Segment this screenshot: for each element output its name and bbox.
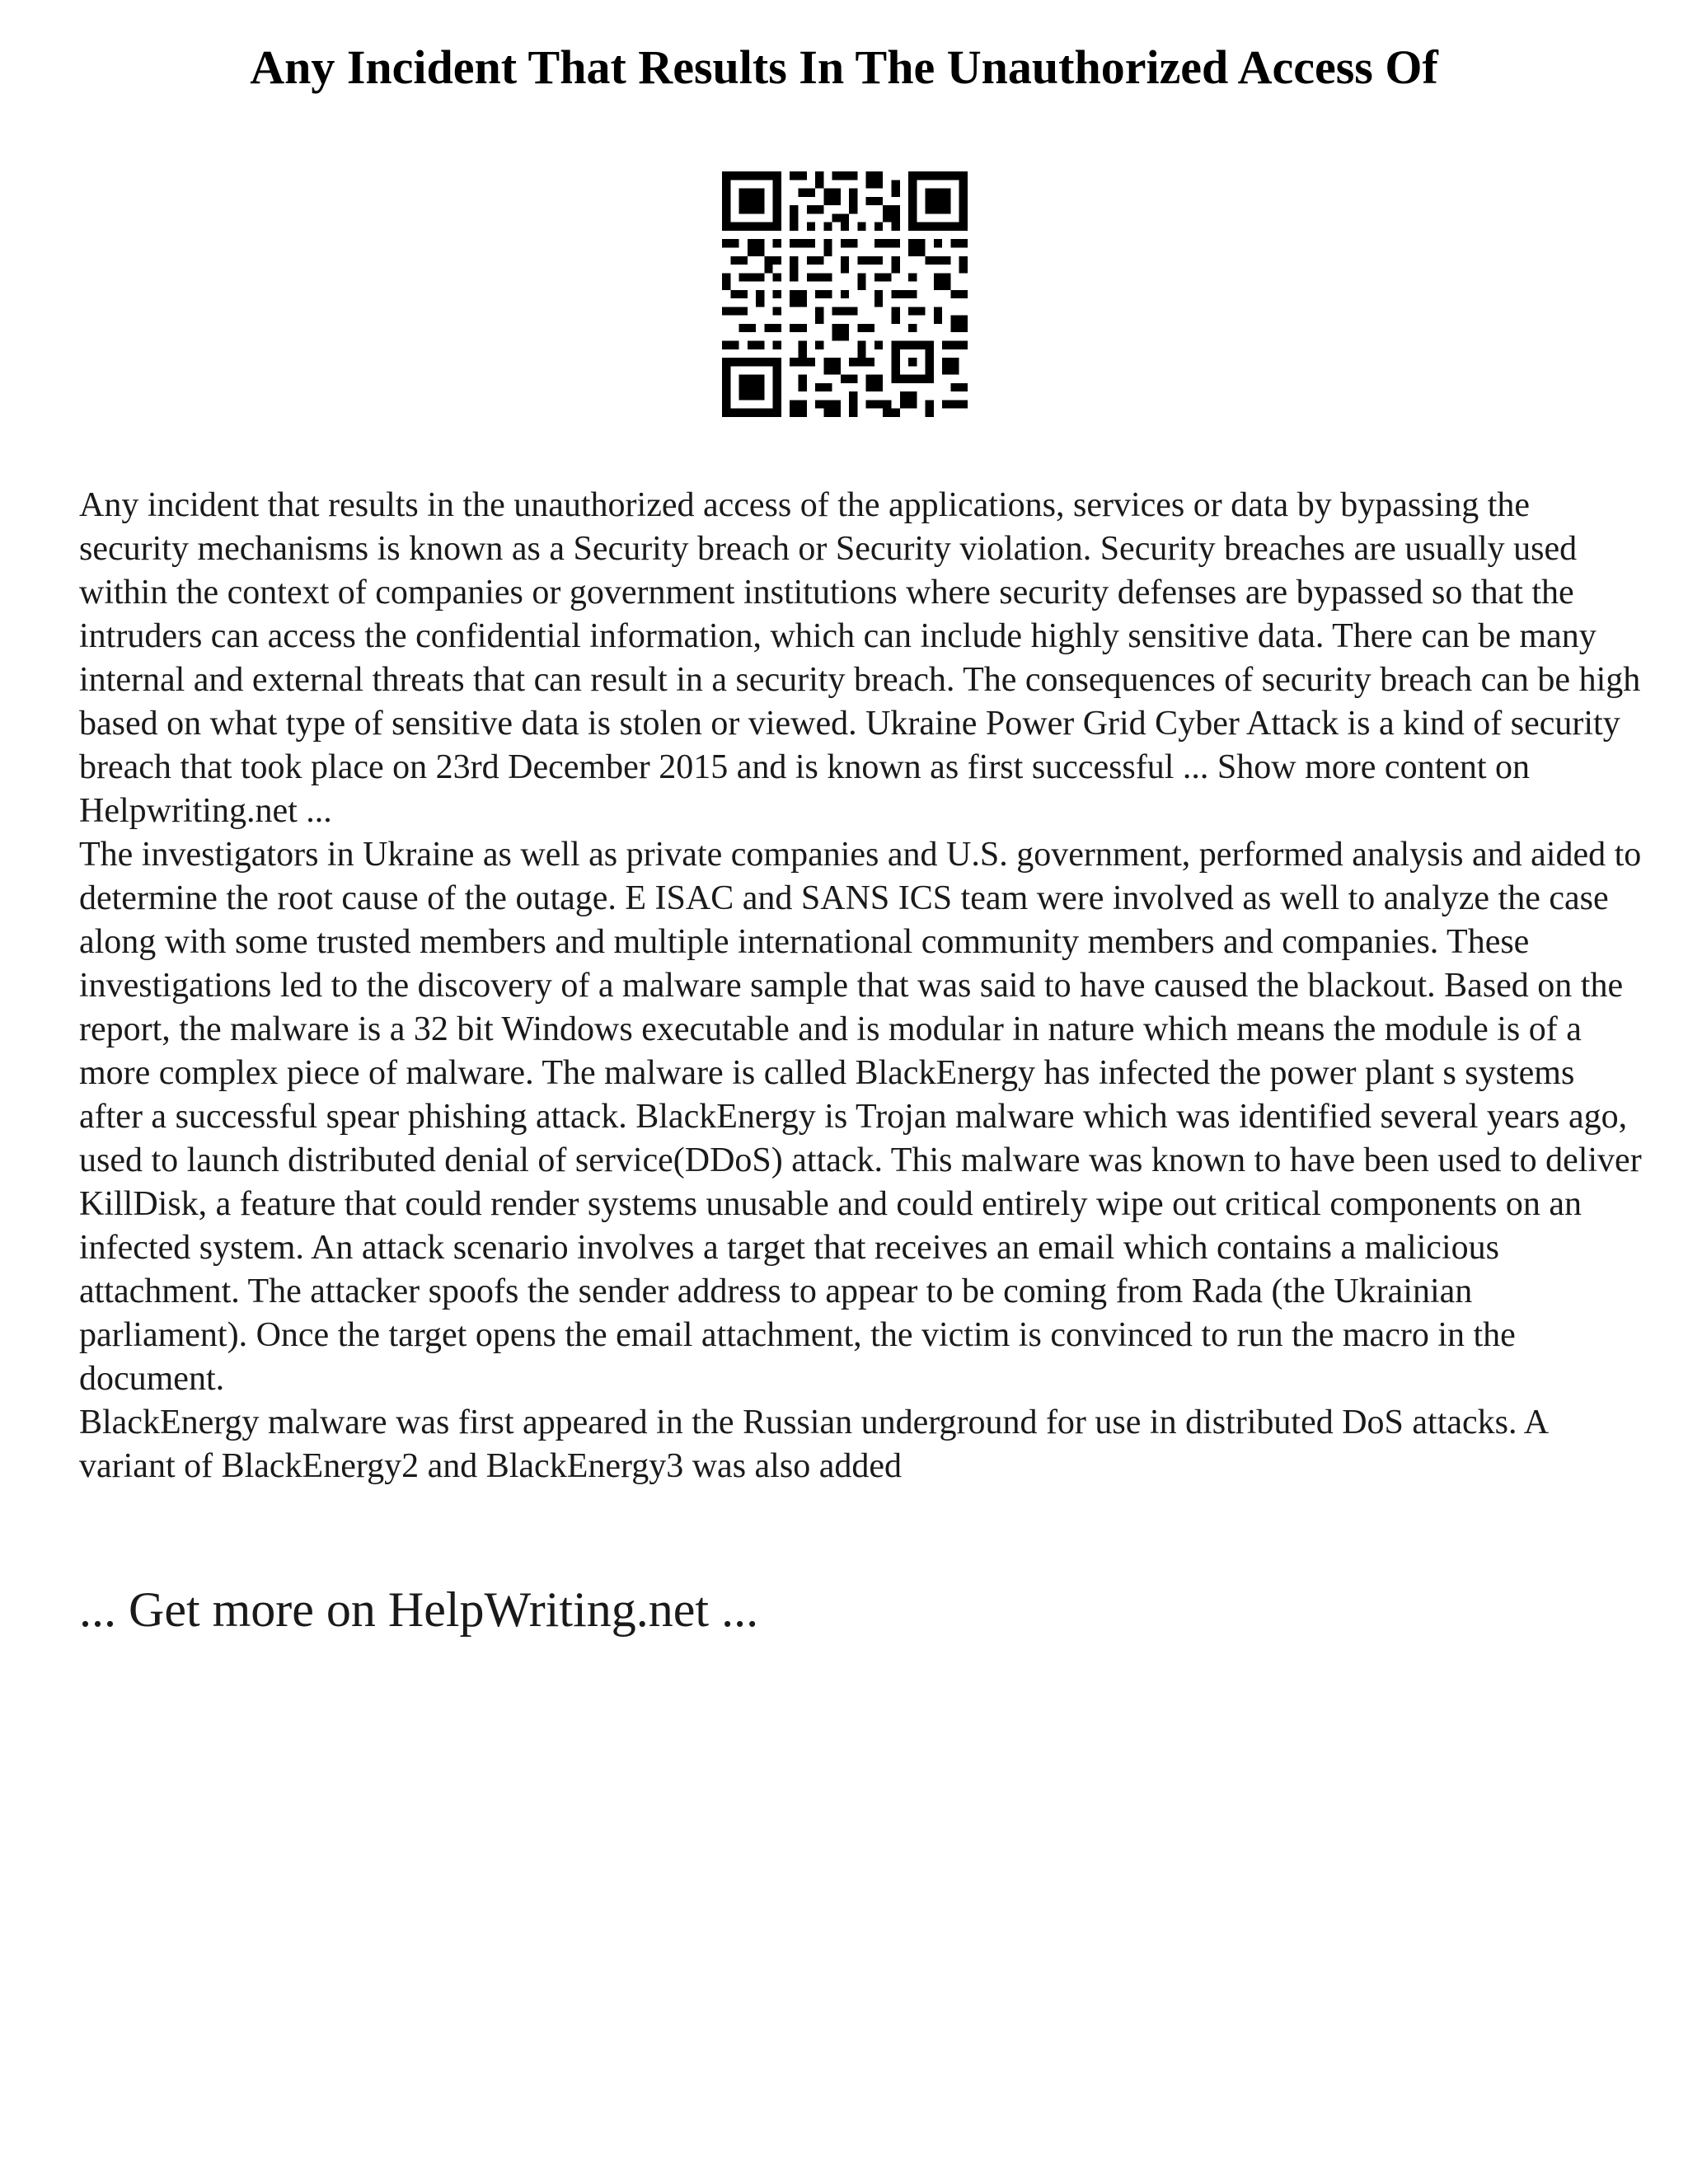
article-paragraph: The investigators in Ukraine as well as private companies and U.S. government, performed analysis and aided to determine the root cause of the outage. E ISAC and SANS ICS team were involved as well to analyze the case along with some trusted members and multiple international community members and companies. These investigations led to the discovery of a malware sample that was said to have caused the blackout. Based on the report, the malware is a 32 bit Windows executable and is modular in nature which means the module is of a more complex piece of malware. The malware is called BlackEnergy has infected the power plant s systems after a successful spear phishing attack. BlackEnergy is Trojan malware which was identified several years ago, used to launch distributed denial of service(DDoS) attack. This malware was known to have been used to deliver KillDisk, a feature that could render systems unusable and could entirely wipe out critical components on an infected system. An attack scenario involves a target that receives an email which contains a malicious attachment. The attacker spoofs the sender address to appear to be coming from Rada (the Ukrainian parliament). Once the target opens the email attachment, the victim is convinced to run the macro in the document. [79,836,1642,1398]
qr-code-icon[interactable] [722,171,968,417]
article-paragraph: Any incident that results in the unauthorized access of the applications, services or data by bypassing the security mechanisms is known as a Security breach or Security violation. Security breaches are usually used within the context of companies or government institutions where security defenses are bypassed so that the intruders can access the confidential information, which can include highly sensitive data. There can be many internal and external threats that can result in a security breach. The consequences of security breach can be high based on what type of sensitive data is stolen or viewed. Ukraine Power Grid Cyber Attack is a kind of security breach that took place on 23rd December 2015 and is known as first successful ... Show more content on Helpwriting.net ... [79,486,1641,830]
page-title: Any Incident That Results In The Unauthorized Access Of [250,40,1438,94]
article-body [79,484,1645,1488]
article-paragraph: BlackEnergy malware was first appeared in the Russian underground for use in distributed DoS attacks. A variant of BlackEnergy2 and BlackEnergy3 was also added [79,1404,1547,1485]
get-more-link[interactable]: ... Get more on HelpWriting.net ... [79,1582,759,1637]
